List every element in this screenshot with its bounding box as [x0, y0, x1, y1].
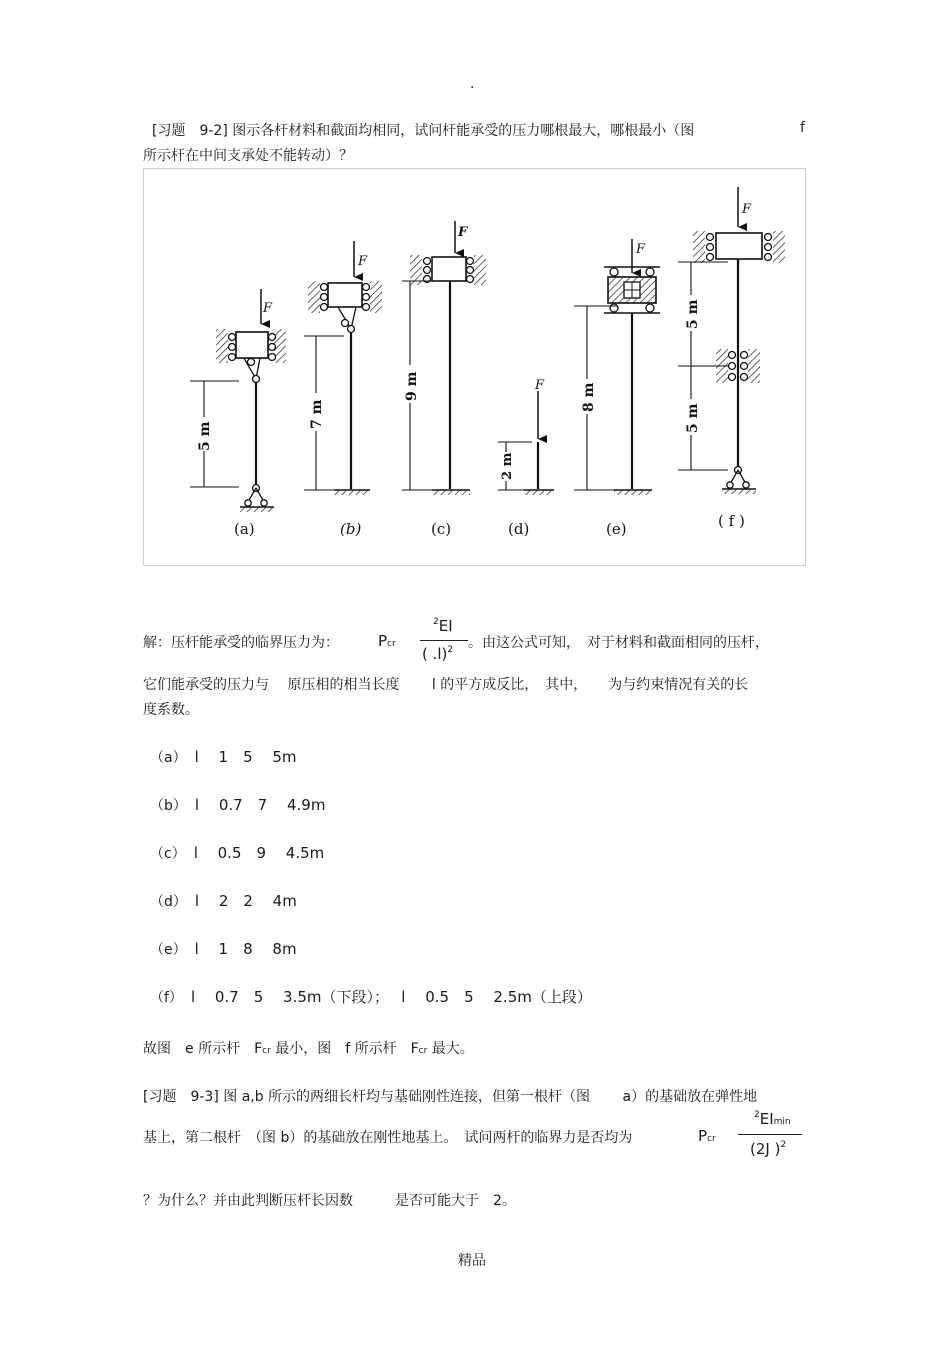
label-e: (e): [606, 520, 627, 538]
dim-f-lower: 5 m: [685, 403, 701, 433]
problem-9-3-line2: 基上，第二根杆 （图 b）的基础放在刚性地基上。 试问两杆的临界力是否均为: [143, 1130, 633, 1146]
problem-9-2-line1: [习题 9-2] 图示各杆材料和截面均相同，试问杆能承受的压力哪根最大，哪根最小（图: [152, 123, 695, 139]
case-f: [150, 986, 592, 1007]
panel-c: [402, 221, 486, 538]
force-label-a: F: [263, 301, 273, 316]
column-diagrams: [144, 169, 805, 565]
conclusion: [143, 1038, 474, 1058]
conclusion-part2: 最小，图 f 所示杆 F: [270, 1041, 419, 1057]
formula2-den-sup: 2: [780, 1140, 787, 1150]
formula2-denominator: [750, 1140, 786, 1158]
case-e: [150, 938, 297, 959]
solution-after-formula: 。由这公式可知， 对于材料和截面相同的压杆，: [468, 635, 769, 651]
conclusion-part1: 故图 e 所示杆 F: [143, 1041, 263, 1057]
case-expr: l 2 2 4m: [194, 892, 297, 910]
label-c: (c): [431, 520, 452, 538]
formula2-p-letter: P: [698, 1127, 708, 1145]
formula-p-sub: cr: [387, 639, 396, 649]
case-label: （d）: [150, 894, 187, 910]
solution-intro: 解：压杆能承受的临界压力为：: [143, 635, 339, 651]
solution-line2: 它们能承受的压力与 原压相的相当长度 l 的平方成反比， 其中， 为与约束情况有关的长: [143, 677, 749, 693]
force-label-f: F: [742, 202, 752, 217]
problem-9-3-line3: ？为什么？并由此判断压杆长因数 是否可能大于 2。: [143, 1193, 516, 1209]
formula-p: [378, 632, 396, 650]
formula-fraction-line: [420, 640, 468, 641]
force-label-c: F: [458, 225, 468, 240]
panel-e: [574, 239, 660, 538]
label-a: (a): [234, 520, 255, 538]
case-d: [150, 890, 297, 911]
dim-b: 7 m: [309, 399, 325, 429]
label-b: (b): [340, 520, 362, 538]
formula-num-sup: 2: [433, 617, 439, 627]
formula-num: EI: [438, 617, 453, 635]
label-d: (d): [508, 520, 530, 538]
case-expr: l 0.7 7 4.9m: [194, 796, 326, 814]
header-mark: .: [470, 76, 475, 92]
dim-e: 8 m: [581, 382, 597, 412]
problem-9-2-line1-f: f: [800, 120, 805, 136]
formula2-den: (2J ): [750, 1140, 781, 1158]
formula-p-letter: P: [378, 632, 388, 650]
panel-d: [498, 378, 554, 538]
dim-f-upper: 5 m: [685, 299, 701, 329]
case-a: [150, 746, 297, 767]
dim-d: 2 m: [500, 452, 515, 480]
panel-f: [678, 187, 785, 530]
formula2-p-sub: cr: [707, 1134, 716, 1144]
force-label-d: F: [535, 378, 545, 393]
formula2-fraction-line: [738, 1134, 802, 1135]
formula2-numerator: [754, 1110, 791, 1128]
case-label: （f）: [150, 990, 183, 1006]
formula-den-sup: 2: [447, 645, 454, 655]
column-figure: [143, 168, 806, 566]
conclusion-sub1: cr: [262, 1046, 271, 1056]
formula2-num-sup: 2: [754, 1110, 760, 1120]
case-label: （b）: [150, 798, 187, 814]
formula2-num: EI: [759, 1110, 774, 1128]
panel-a: [190, 289, 286, 538]
dim-a: 5 m: [197, 421, 213, 451]
case-expr: l 0.7 5 3.5m（下段）； l 0.5 5 2.5m（上段）: [190, 988, 592, 1006]
problem-9-2-line2: 所示杆在中间支承处不能转动）？: [143, 148, 353, 164]
formula2-num-sub: min: [773, 1117, 791, 1127]
formula-numerator: [433, 617, 453, 635]
problem-9-3-line1: [习题 9-3] 图 a,b 所示的两细长杆均与基础刚性连接，但第一根杆（图 a）的基础放在弹性地: [143, 1089, 758, 1105]
case-c: [150, 842, 324, 863]
case-label: （c）: [150, 846, 186, 862]
case-label: （a）: [150, 750, 187, 766]
case-expr: l 1 8 8m: [194, 940, 297, 958]
label-f: ( f ): [718, 512, 745, 530]
panel-b: [304, 241, 382, 538]
conclusion-sub2: cr: [418, 1046, 428, 1056]
dim-c: 9 m: [404, 371, 420, 401]
case-expr: l 0.5 9 4.5m: [193, 844, 325, 862]
case-expr: l 1 5 5m: [194, 748, 297, 766]
formula-den: ( .l): [422, 645, 448, 663]
case-b: [150, 794, 325, 815]
formula2-p: [698, 1127, 716, 1145]
formula-denominator: [422, 645, 453, 663]
case-label: （e）: [150, 942, 187, 958]
conclusion-part3: 最大。: [427, 1041, 474, 1057]
solution-line3: 度系数。: [143, 702, 199, 718]
footer-label: 精品: [458, 1253, 486, 1269]
force-label-e: F: [636, 242, 646, 257]
force-label-b: F: [358, 254, 368, 269]
